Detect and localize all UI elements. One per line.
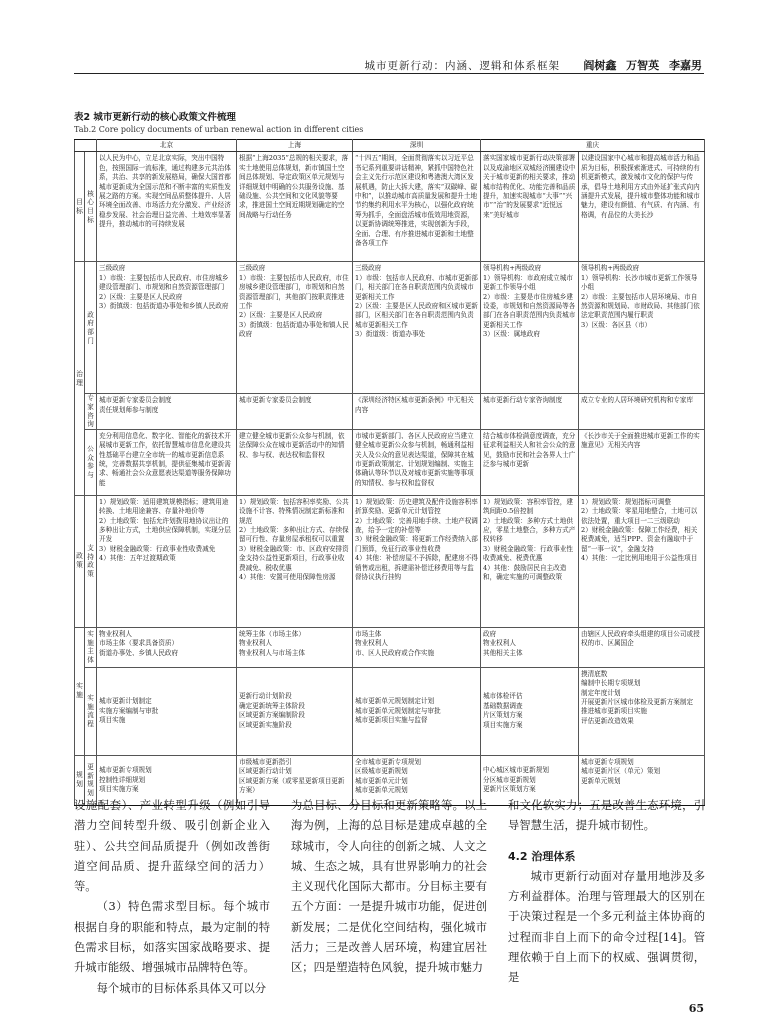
cell: 三级政府 1）市级：主要包括市人民政府、市住房城乡建设管理部门、市规划和自然资源管理部门 2）区级：主要是区人民政府 3）街镇级：包括街道办事处和乡镇人民政府: [97, 262, 237, 394]
table-caption-zh: 表2 城市更新行动的核心政策文件梳理: [74, 112, 236, 123]
body-paragraph: 和文化软实力；五是改善生态环境，引导智慧生活，提升城市韧性。: [508, 799, 705, 833]
cell: 成立专业的人居环境研究机构和专家库: [579, 394, 705, 429]
table-row: [75, 152, 705, 262]
cell: 1）规划政策：历史建筑及配件设施容积率折算奖励、更新单元计划管控 2）土地政策：完善用地手续、土地产权调查，给予一定的补偿等 3）财税金融政策：将更新工作经费纳入部门预算，免征行政事业性收费 4）其他：补偿房屋不予拆除，配建房不得销售或出租，拆建需补偿迁移费用等与监督协议执行挂钩: [353, 495, 481, 627]
cell: 更新行动计划阶段 确定更新统筹主体阶段 区域更新方案编制阶段 区域更新实施阶段: [237, 667, 353, 755]
table-caption: [74, 112, 363, 136]
cell: 结合城市体检满意度调查，充分征求利益相关人和社会公众的意见，鼓励市民和社会各界人士广泛参与城市更新: [481, 429, 579, 495]
table-row: [75, 262, 705, 394]
cell: 城市更新行动专家咨询制度: [481, 394, 579, 429]
sub-label-support: 支持政策: [85, 495, 97, 627]
cell: 1）规划政策：容积率管控，建筑间距0.5倍控制 2）土地政策：多种方式土地供应，零星土地整合，多种方式产权转移 3）财税金融政策：行政事业性收费减免、税费优惠 4）其他：鼓励居民自主改造和，确定实施的可调整政策: [481, 495, 579, 627]
cell: 城市更新专项规划 城市更新片区（单元）策划 更新单元规划: [579, 755, 705, 805]
body-column-1: [74, 796, 270, 999]
cell: 城市更新专家委员会制度 责任规划师参与制度: [97, 394, 237, 429]
sub-label-plan: 更新规划: [85, 755, 97, 805]
col-header-beijing: 北京: [97, 140, 237, 152]
cell: 三级政府 1）市级：主要包括市人民政府，市住房城乡建设管理部门，市规划和自然资源管理部门，其他部门按职责推进工作 2）区级：主要是区人民政府 3）街镇级：包括街道办事处和镇人民政府: [237, 262, 353, 394]
group-label-planning: 规划: [75, 755, 85, 805]
body-paragraph: 设施配套）、产业转型升级（例如引导潜力空间转型升级、吸引创新企业入驻）、公共空间品质提升（例如改善街道空间品质、提升蓝绿空间的活力）等。: [74, 799, 270, 894]
cell: “十四五”期间，全面贯彻落实以习近平总书记系列重要讲话精神，紧抓中国特色社会主义先行示范区建设和粤港澳大湾区发展机遇，防止大拆大建，落实“双碳峰、碳中和”，以推动城市高质量发展和提升土地节约集约利用水平为核心，以强化政府统筹为抓手，全面盘活城市低效用地资源，以更新协调统筹推进，实现创新为手段，全面、合理、有序推进城市更新和土地整备各项工作: [353, 152, 481, 262]
body-column-3: [508, 796, 705, 989]
group-label-goal: 目标: [75, 152, 85, 262]
table-row: [75, 667, 705, 755]
cell: 城市更新单元规划制定计划 城市更新单元规划制定与审批 城市更新项目实施与监督: [353, 667, 481, 755]
group-label-policy: 政策: [75, 495, 85, 627]
cell: 建立健全城市更新公众参与机制，依法保障公众在城市更新活动中的知情权、参与权、表达权和监督权: [237, 429, 353, 495]
table-row: [75, 394, 705, 429]
body-paragraph: （3）特色需求型目标。每个城市根据自身的职能和特点，最为定制的特色需求目标，如落实国家战略要求、提升城市能级、增强城市品牌特色等。: [74, 900, 270, 975]
cell: 落实国家城市更新行动决策部署以及成渝地区双城经济圈建设中关于城市更新的相关要求，推动城市结构优化、功能完善和品质提升，加速实现城市“大事”“兴市”“治”的发展要求“近悦远来”美好城市: [481, 152, 579, 262]
section-heading: 4.2 治理体系: [508, 849, 576, 863]
sub-label-subject: 实施主体: [85, 627, 97, 667]
cell: 三级政府 1）市级：包括市人民政府、市城市更新部门，相关部门在各自职责范围内负责城市更新相关工作 2）区级：主要是区人民政府和区城市更新部门，区相关部门在各自职责范围内负责城市更新相关工作 3）街道级：街道办事处: [353, 262, 481, 394]
sub-label-public: 公众参与: [85, 429, 97, 495]
col-header-chongqing: 重庆: [481, 140, 705, 152]
page-number: 65: [688, 1002, 704, 1015]
cell: 领导机构+两级政府 1）领导机构：长沙市城市更新工作领导小组 2）市级：主要包括市人居环境局、市自然资源和规划局、市财政局、其他部门依法定职责范围内履行职责 3）区级：各区县（市）: [579, 262, 705, 394]
cell: 《深圳经济特区城市更新条例》中无相关内容: [353, 394, 481, 429]
col-header-shanghai: 上海: [237, 140, 353, 152]
article-authors: 阎树鑫 万智英 李嘉男: [583, 59, 702, 72]
cell: 《长沙市关于全面推进城市更新工作的实施意见》无相关内容: [579, 429, 705, 495]
cell: 摸清底数 编制中长期专项规划 制定年度计划 开展更新片区城市体检及更新方案制定 推进城市更新项目实施 评估更新改造效果: [579, 667, 705, 755]
sub-label-core-goal: 核心目标: [85, 152, 97, 262]
cell: 以人民为中心，立足北京实际，突出中国特色，按照国际一流标准，通过构建多元共治体系，共治、共享的新发展格局，确保大国首都城市更新成为全国示范和不断丰富的实质性发展之路的方案。实现空间品质整体提升、人居环境全面改善、市场活力充分激发、产业经济稳步发展、社会治理日益完善、土地效率显著提升，推动城市的可持续发展: [97, 152, 237, 262]
body-paragraph: 城市更新行动面对存量用地涉及多方利益群体。治理与管理最大的区别在于决策过程是一个多元利益主体协商的过程而非自上而下的命令过程[14]。管理依赖于自上而下的权威、强调贯彻，是: [508, 869, 705, 985]
cell: 领导机构+两级政府 1）领导机构：市政府成立城市更新工作领导小组 2）市级：主要是市住房城乡建设委，市规划和自然资源局等各部门在各自职责范围内负责城市更新相关工作 3）区级：属地政府: [481, 262, 579, 394]
table-row: [75, 429, 705, 495]
cell: 由辖区人民政府牵头组建的项目公司或授权的市、区属国企: [579, 627, 705, 667]
cell: 1）规划政策：包括容积率奖励、公共设施不计容、特殊情况制定新标准和规范 2）土地政策：多种出让方式、存续保留可行性、存量房屋承租权可以重置 3）财税金融政策：市、区政府安排资金支持公益性更新项目，行政事业收费减免、税收优惠 4）其他：安置可使用保障性房源: [237, 495, 353, 627]
body-paragraph: 每个城市的目标体系具体又可以分: [96, 981, 267, 995]
cell: 城市更新计划制定 实施方案编制与审批 项目实施: [97, 667, 237, 755]
table-header-blank: [75, 140, 97, 152]
cell: 以建设国家中心城市和提高城市活力和品质为目标，积极探索渐进式、可持续的有机更新模式，激发城市文化的保护与传承，倡导土地利用方式由外延扩张式向内涵提升式发展，提升城市整体功能和城市魅力，建设有颜值、有气质、有内涵、有格调，有品位的大美长沙: [579, 152, 705, 262]
sub-label-process: 实施流程: [85, 667, 97, 755]
cell: 城市更新专家委员会制度: [237, 394, 353, 429]
group-label-governance: 治理: [75, 262, 85, 495]
sub-label-gov-dept: 政府部门: [85, 262, 97, 394]
policy-table: [74, 139, 705, 806]
running-header: [0, 55, 778, 73]
table-caption-en: Tab.2 Core policy documents of urban renewal action in different cities: [74, 125, 364, 134]
header-rule: [74, 73, 704, 74]
cell: 1）规划政策：规划指标可调整 2）土地政策：零星用地整合，土地可以依法处置，重大项目一二三级联动 2）财税金融政策：保障工作经费，相关税费减免，适当PPP、资金有融取中于留“一事一议”，金融支持 4）其他：一定比例用地用于公益性项目: [579, 495, 705, 627]
table-row: [75, 627, 705, 667]
cell: 全市城市更新专项规划 区级城市更新规划 城市更新单元计划 城市更新单元规划: [353, 755, 481, 805]
journal-article-title: 城市更新行动：内涵、逻辑和体系框架: [364, 60, 560, 72]
cell: 物业权利人 市场主体（要求具备资质） 街道办事处、乡镇人民政府: [97, 627, 237, 667]
cell: 1）规划政策：适用建筑规模指标；建筑用途转换、土地用途兼容、存量补地价等 2）土地政策：包括允许划拨用地协议出让的多种出让方式，土地供应保障机制，实现分层开发 3）财税金融政策：行政事业性收费减免 4）其他：五年过渡期政策: [97, 495, 237, 627]
cell: 市城市更新部门、各区人民政府应当建立健全城市更新公众参与机制，畅通利益相关人及公众的意见表达渠道，保障其在城市更新政策制定、计划规划编制、实施主体确认等环节以及对城市更新实施等事项的知情权、参与权和监督权: [353, 429, 481, 495]
body-paragraph: 为总目标、分目标和更新策略等。以上海为例，上海的总目标是建成卓越的全球城市，令人向往的创新之城、人文之城、生态之城，具有世界影响力的社会主义现代化国际大都市。分目标主要有五个方面：一是提升城市功能，促进创新发展；二是优化空间结构，强化城市活力；三是改善人居环境，构建宜居社区；四是塑造特色风貌，提升城市魅力: [291, 799, 487, 975]
cell: 根据“上海2035”总规的相关要求，落实土地使用总体规划，新市镇国土空间总体规划、导定政策区单元规划与详细规划中明确的公共服务设施、基础设施、公共空间和文化风貌等要求，推进国土空间近期规划确定的空间战略与行动任务: [237, 152, 353, 262]
cell: 城市体检评估 基础数据调查 片区策划方案 项目实施方案: [481, 667, 579, 755]
table-row: [75, 495, 705, 627]
sub-label-expert: 专家咨询: [85, 394, 97, 429]
cell: 统筹主体（市场主体） 物业权利人 物业权利人与市场主体: [237, 627, 353, 667]
cell: 市级城市更新指引 区域更新行动计划 区域更新方案（或零星更新项目更新方案）: [237, 755, 353, 805]
cell: 城市更新专项规划 控制性详细规划 项目实施方案: [97, 755, 237, 805]
cell: 市场主体 物业权利人 市、区人民政府或合作实施: [353, 627, 481, 667]
body-column-2: [291, 796, 487, 979]
cell: 政府 物业权利人 其他相关主体: [481, 627, 579, 667]
table-header-row: [75, 140, 705, 152]
cell: 中心城区城市更新规划 分区城市更新规划 更新片区策划方案: [481, 755, 579, 805]
group-label-implementation: 实施: [75, 627, 85, 755]
col-header-shenzhen: 深圳: [353, 140, 481, 152]
cell: 充分利用信息化、数字化、智能化的新技术开展城市更新工作，依托智慧城市信息化建设共性基础平台建立全市统一的城市更新信息系统，完善数据共享机制，提供征集城市更新需求、畅通社会公众意愿表达渠道等服务保障功能: [97, 429, 237, 495]
